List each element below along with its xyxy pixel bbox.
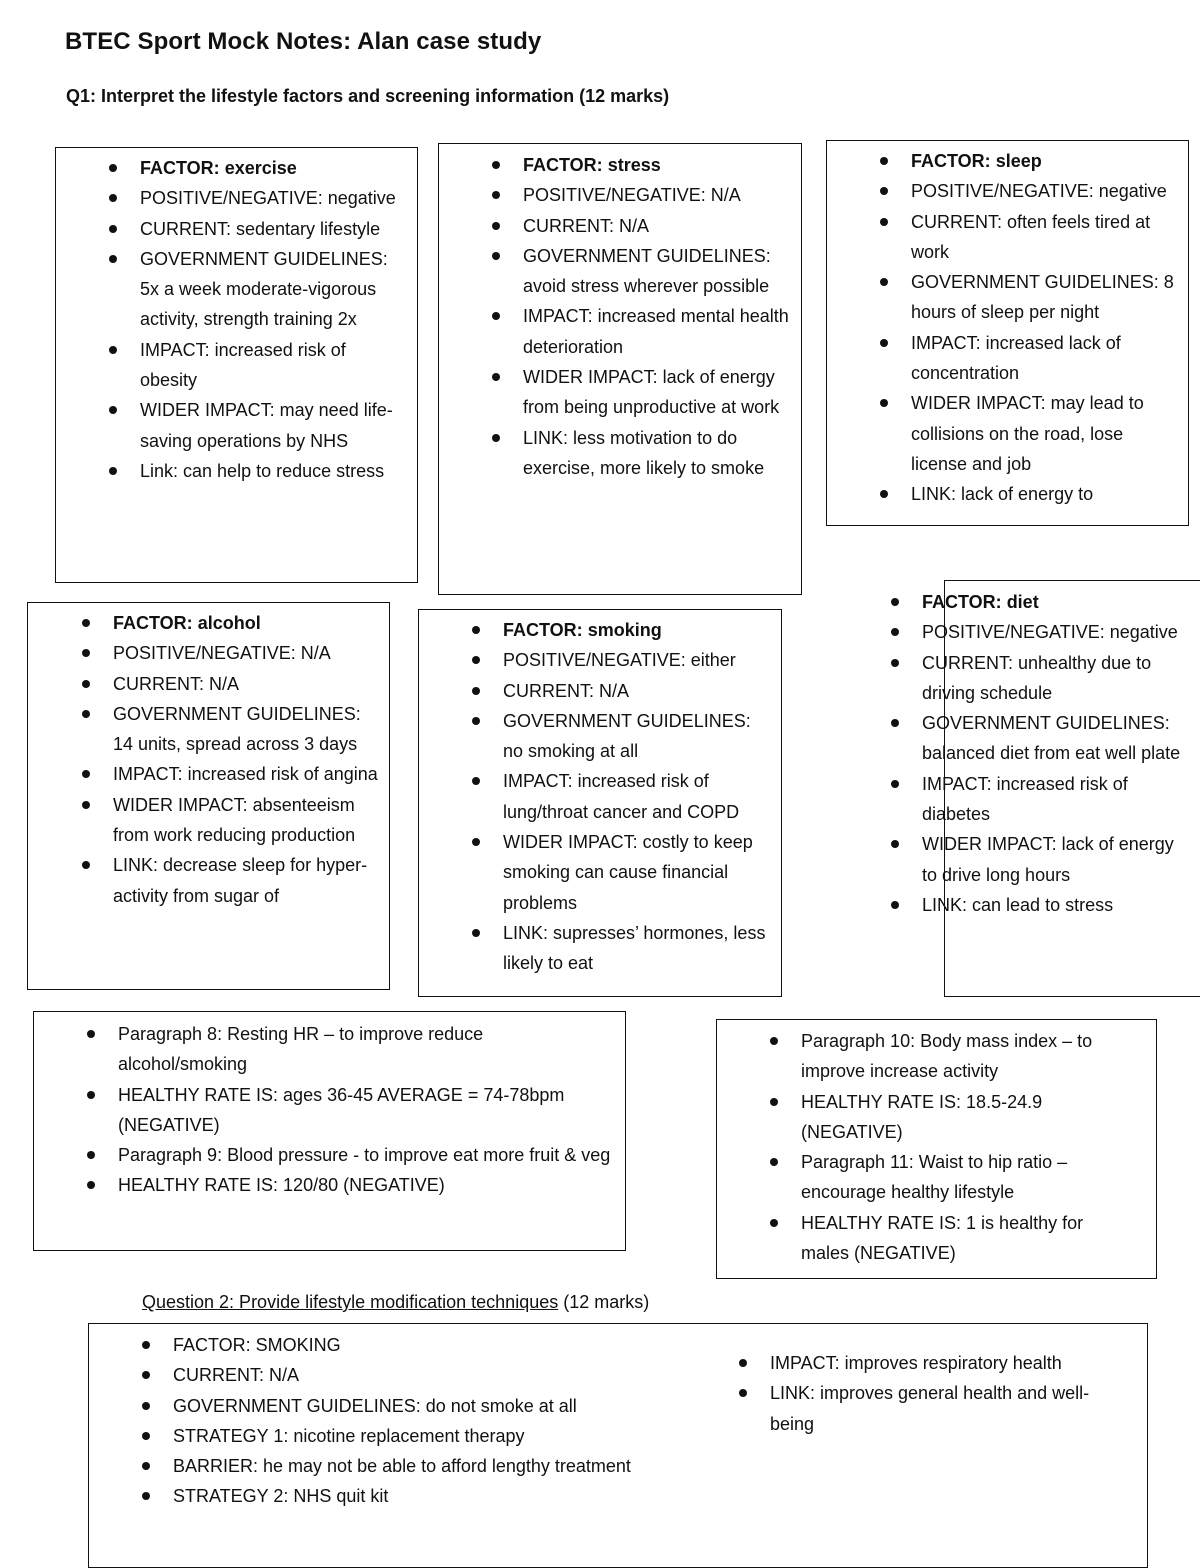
q2-right-list: [736, 1348, 1106, 1439]
list-item: IMPACT: increased risk of diabetes: [888, 769, 1188, 830]
list-item: CURRENT: often feels tired at work: [877, 207, 1177, 268]
list-item: BARRIER: he may not be able to afford lengthy treatment: [139, 1451, 719, 1481]
list-item: WIDER IMPACT: may need life-saving operations by NHS: [106, 395, 406, 456]
list-item: WIDER IMPACT: costly to keep smoking can cause financial problems: [469, 827, 774, 918]
list-item: IMPACT: increased lack of concentration: [877, 328, 1177, 389]
list-item: FACTOR: SMOKING: [139, 1330, 719, 1360]
screening-right-list: [767, 1026, 1112, 1268]
list-item: Link: can help to reduce stress: [106, 456, 406, 486]
list-item: POSITIVE/NEGATIVE: N/A: [489, 180, 794, 210]
list-item: POSITIVE/NEGATIVE: negative: [877, 176, 1177, 206]
factor-heading: FACTOR: smoking: [469, 615, 774, 645]
list-item: POSITIVE/NEGATIVE: either: [469, 645, 774, 675]
list-item: GOVERNMENT GUIDELINES: do not smoke at all: [139, 1391, 719, 1421]
list-item: CURRENT: unhealthy due to driving schedule: [888, 648, 1188, 709]
factor-heading: FACTOR: diet: [888, 587, 1188, 617]
list-item: WIDER IMPACT: lack of energy to drive long hours: [888, 829, 1188, 890]
list-item: Paragraph 11: Waist to hip ratio – encourage healthy lifestyle: [767, 1147, 1112, 1208]
list-item: CURRENT: N/A: [489, 211, 794, 241]
sleep-factor-list: [877, 146, 1177, 510]
smoking-factor-list: [469, 615, 774, 979]
list-item: WIDER IMPACT: may lead to collisions on the road, lose license and job: [877, 388, 1177, 479]
question-2-heading: Question 2: Provide lifestyle modification techniques (12 marks): [142, 1292, 650, 1312]
list-item: CURRENT: N/A: [79, 669, 379, 699]
list-item: WIDER IMPACT: lack of energy from being unproductive at work: [489, 362, 794, 423]
list-item: LINK: improves general health and well-being: [736, 1378, 1106, 1439]
sleep-factor-box: [826, 140, 1189, 526]
list-item: GOVERNMENT GUIDELINES: balanced diet from eat well plate: [888, 708, 1188, 769]
list-item: LINK: less motivation to do exercise, more likely to smoke: [489, 423, 794, 484]
list-item: LINK: lack of energy to: [877, 479, 1177, 509]
list-item: STRATEGY 2: NHS quit kit: [139, 1481, 719, 1511]
question-1-heading: Q1: Interpret the lifestyle factors and screening information (12 marks): [66, 86, 670, 106]
list-item: IMPACT: improves respiratory health: [736, 1348, 1106, 1378]
diet-factor-list: [888, 587, 1188, 920]
list-item: HEALTHY RATE IS: 120/80 (NEGATIVE): [84, 1170, 612, 1200]
list-item: CURRENT: N/A: [139, 1360, 719, 1390]
list-item: GOVERNMENT GUIDELINES: 8 hours of sleep per night: [877, 267, 1177, 328]
stress-factor-list: [489, 150, 794, 483]
page-title: BTEC Sport Mock Notes: Alan case study: [65, 28, 542, 55]
list-item: IMPACT: increased risk of lung/throat cancer and COPD: [469, 766, 774, 827]
factor-heading: FACTOR: stress: [489, 150, 794, 180]
list-item: CURRENT: N/A: [469, 676, 774, 706]
factor-heading: FACTOR: alcohol: [79, 608, 379, 638]
list-item: POSITIVE/NEGATIVE: N/A: [79, 638, 379, 668]
list-item: GOVERNMENT GUIDELINES: 14 units, spread across 3 days: [79, 699, 379, 760]
alcohol-factor-list: [79, 608, 379, 911]
list-item: IMPACT: increased mental health deterioration: [489, 301, 794, 362]
list-item: GOVERNMENT GUIDELINES: 5x a week moderate-vigorous activity, strength training 2x: [106, 244, 406, 335]
list-item: HEALTHY RATE IS: 18.5-24.9 (NEGATIVE): [767, 1087, 1112, 1148]
list-item: POSITIVE/NEGATIVE: negative: [888, 617, 1188, 647]
list-item: Paragraph 10: Body mass index – to improve increase activity: [767, 1026, 1112, 1087]
list-item: LINK: decrease sleep for hyper-activity from sugar of: [79, 850, 379, 911]
list-item: HEALTHY RATE IS: 1 is healthy for males (NEGATIVE): [767, 1208, 1112, 1269]
list-item: Paragraph 8: Resting HR – to improve reduce alcohol/smoking: [84, 1019, 612, 1080]
factor-heading: FACTOR: sleep: [877, 146, 1177, 176]
list-item: Paragraph 9: Blood pressure - to improve eat more fruit & veg: [84, 1140, 612, 1170]
list-item: IMPACT: increased risk of angina: [79, 759, 379, 789]
list-item: GOVERNMENT GUIDELINES: avoid stress wherever possible: [489, 241, 794, 302]
list-item: CURRENT: sedentary lifestyle: [106, 214, 406, 244]
list-item: POSITIVE/NEGATIVE: negative: [106, 183, 406, 213]
list-item: HEALTHY RATE IS: ages 36-45 AVERAGE = 74-78bpm (NEGATIVE): [84, 1080, 612, 1141]
list-item: STRATEGY 1: nicotine replacement therapy: [139, 1421, 719, 1451]
list-item: LINK: supresses’ hormones, less likely to eat: [469, 918, 774, 979]
list-item: GOVERNMENT GUIDELINES: no smoking at all: [469, 706, 774, 767]
factor-heading: FACTOR: exercise: [106, 153, 406, 183]
exercise-factor-list: [106, 153, 406, 486]
screening-left-list: [84, 1019, 612, 1201]
alcohol-factor-box: [27, 602, 390, 990]
q2-left-list: [139, 1330, 719, 1512]
list-item: IMPACT: increased risk of obesity: [106, 335, 406, 396]
list-item: WIDER IMPACT: absenteeism from work reducing production: [79, 790, 379, 851]
list-item: LINK: can lead to stress: [888, 890, 1188, 920]
